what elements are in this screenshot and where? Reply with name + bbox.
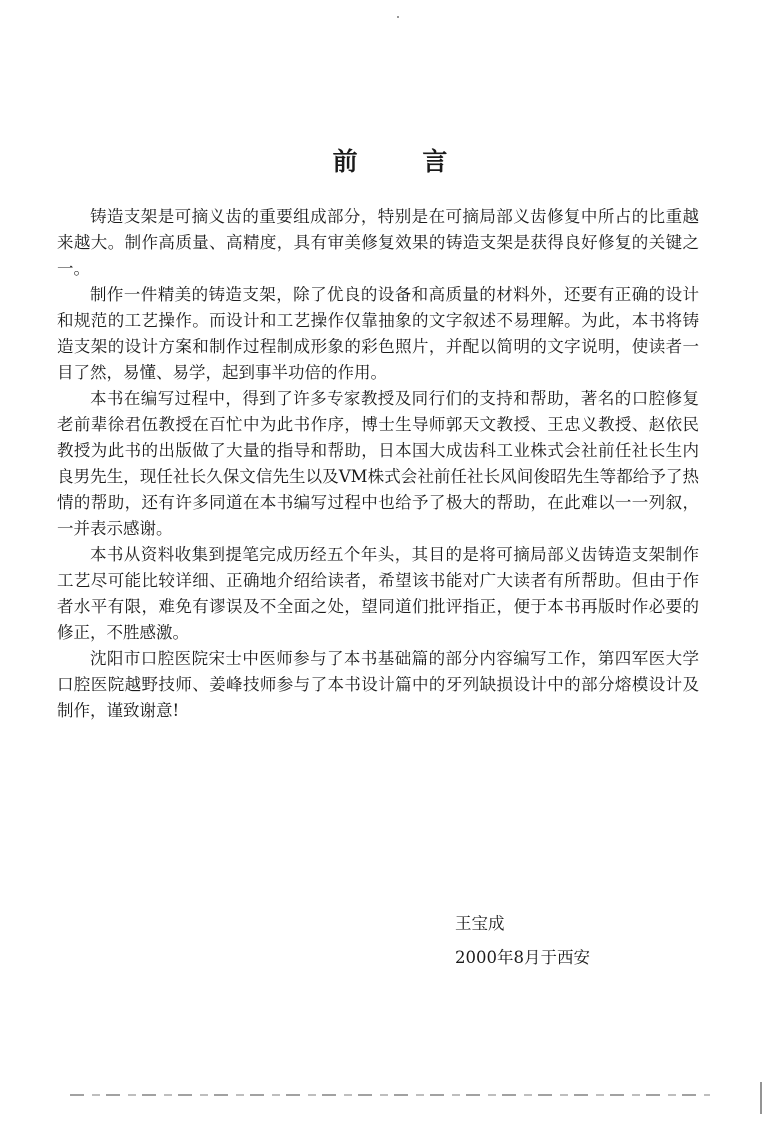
- scan-speck: [397, 16, 399, 18]
- page-title: 前 言: [332, 147, 476, 176]
- paragraph-5: 沈阳市口腔医院宋士中医师参与了本书基础篇的部分内容编写工作，第四军医大学口腔医院越野技师、姜峰技师参与了本书设计篇中的牙列缺损设计中的部分熔模设计及制作，谨致谢意!: [57, 649, 699, 720]
- scan-margin-mark: [760, 1082, 762, 1114]
- preface-body: [57, 204, 699, 724]
- author-name: 王宝成: [455, 914, 505, 933]
- paragraph-3: 本书在编写过程中，得到了许多专家教授及同行们的支持和帮助，著名的口腔修复老前辈徐君伍教授在百忙中为此书作序，博士生导师郭天文教授、王忠义教授、赵依民教授为此书的出版做了大量的指导和帮助，日本国大成齿科工业株式会社前任社长生内良男先生，现任社长久保文信先生以及VM株式会社前任社长风间俊昭先生等都给予了热情的帮助，还有许多同道在本书编写过程中也给予了极大的帮助，在此难以一一列叙，一并表示感谢。: [57, 389, 699, 538]
- paragraph-1: 铸造支架是可摘义齿的重要组成部分，特别是在可摘局部义齿修复中所占的比重越来越大。制作高质量、高精度，具有审美修复效果的铸造支架是获得良好修复的关键之一。: [57, 207, 699, 278]
- signature-block: [455, 907, 590, 975]
- paragraph-2: 制作一件精美的铸造支架，除了优良的设备和高质量的材料外，还要有正确的设计和规范的工艺操作。而设计和工艺操作仅靠抽象的文字叙述不易理解。为此，本书将铸造支架的设计方案和制作过程制成形象的彩色照片，并配以简明的文字说明，使读者一目了然，易懂、易学，起到事半功倍的作用。: [57, 285, 699, 382]
- paragraph-4: 本书从资料收集到提笔完成历经五个年头，其目的是将可摘局部义齿铸造支架制作工艺尽可能比较详细、正确地介绍给读者，希望该书能对广大读者有所帮助。但由于作者水平有限，难免有谬误及不全面之处，望同道们批评指正，便于本书再版时作必要的修正，不胜感激。: [57, 545, 699, 642]
- scan-edge-line: [70, 1094, 710, 1096]
- date-place: 2000年8月于西安: [455, 948, 590, 967]
